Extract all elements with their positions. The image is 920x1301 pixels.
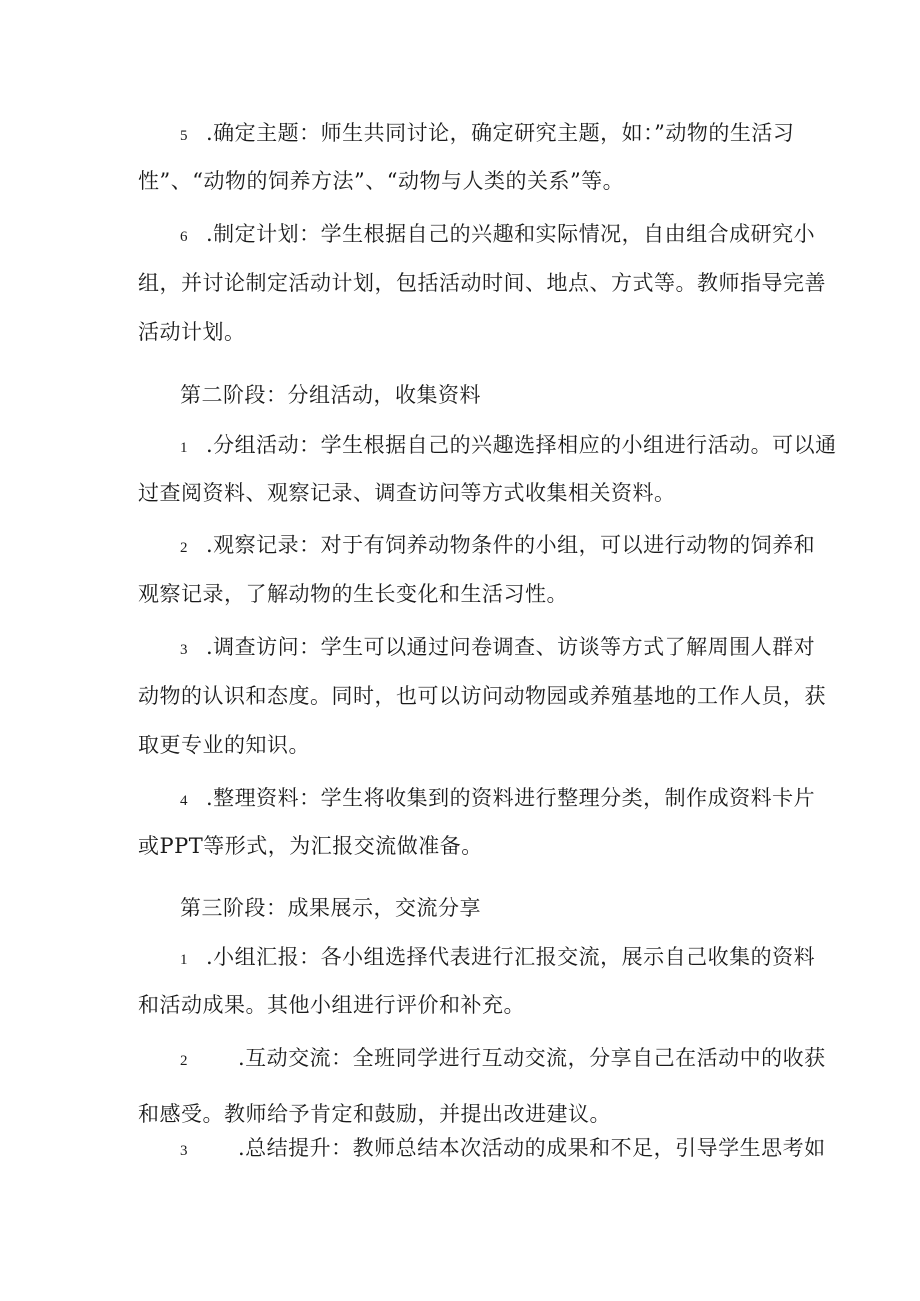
item-6-line-1 (180, 219, 815, 252)
stage-2-item-4-line-1 (180, 783, 815, 816)
stage-2-heading: 第二阶段：分组活动，收集资料 (180, 383, 481, 407)
stage-3-heading: 第三阶段：成果展示，交流分享 (180, 896, 481, 920)
stage-2-item-1-line-2: 过查阅资料、观察记录、调查访问等方式收集相关资料。 (138, 481, 676, 505)
item-number: 3 (180, 642, 188, 658)
stage-2-item-1-line-1 (180, 430, 837, 463)
stage-2-item-4-line-2: 或PPT等形式，为汇报交流做准备。 (138, 834, 483, 858)
stage-3-item-1-line-2: 和活动成果。其他小组进行评价和补充。 (138, 993, 525, 1017)
item-6-line-2: 组，并讨论制定活动计划，包括活动时间、地点、方式等。教师指导完善 (138, 271, 826, 295)
item-text: .分组活动：学生根据自己的兴趣选择相应的小组进行活动。可以通 (206, 433, 837, 457)
stage-2-item-2-line-2: 观察记录，了解动物的生长变化和生活习性。 (138, 582, 568, 606)
item-text: .制定计划：学生根据自己的兴趣和实际情况，自由组合成研究小 (206, 222, 816, 246)
item-number: 3 (180, 1143, 188, 1159)
item-number: 1 (180, 440, 188, 456)
stage-2-item-3-line-3: 取更专业的知识。 (138, 733, 310, 757)
stage-3-item-3-line-1 (180, 1133, 826, 1166)
item-5-line-1 (180, 118, 794, 151)
item-text: .调查访问：学生可以通过问卷调查、访谈等方式了解周围人群对 (206, 635, 816, 659)
stage-3-item-2-line-1 (180, 1043, 826, 1076)
item-text: .观察记录：对于有饲养动物条件的小组，可以进行动物的饲养和 (206, 533, 816, 557)
item-number: 2 (180, 540, 188, 556)
item-text: .确定主题：师生共同讨论，确定研究主题，如：”动物的生活习 (206, 121, 795, 145)
item-text: .总结提升：教师总结本次活动的成果和不足，引导学生思考如 (238, 1136, 826, 1160)
item-number: 2 (180, 1053, 188, 1069)
stage-3-item-2-line-2: 和感受。教师给予肯定和鼓励，并提出改进建议。 (138, 1102, 611, 1126)
item-5-line-2: 性”、“动物的饲养方法”、“动物与人类的关系”等。 (138, 169, 625, 193)
item-number: 1 (180, 952, 188, 968)
item-number: 4 (180, 793, 188, 809)
item-text: .小组汇报：各小组选择代表进行汇报交流，展示自己收集的资料 (206, 945, 816, 969)
stage-2-item-3-line-2: 动物的认识和态度。同时，也可以访问动物园或养殖基地的工作人员，获 (138, 684, 826, 708)
item-number: 6 (180, 229, 188, 245)
stage-2-item-2-line-1 (180, 530, 815, 563)
stage-2-item-3-line-1 (180, 632, 815, 665)
item-text: .互动交流：全班同学进行互动交流，分享自己在活动中的收获 (238, 1046, 826, 1070)
item-6-line-3: 活动计划。 (138, 320, 246, 344)
item-number: 5 (180, 128, 188, 144)
item-text: .整理资料：学生将收集到的资料进行整理分类，制作成资料卡片 (206, 786, 816, 810)
stage-3-item-1-line-1 (180, 942, 815, 975)
